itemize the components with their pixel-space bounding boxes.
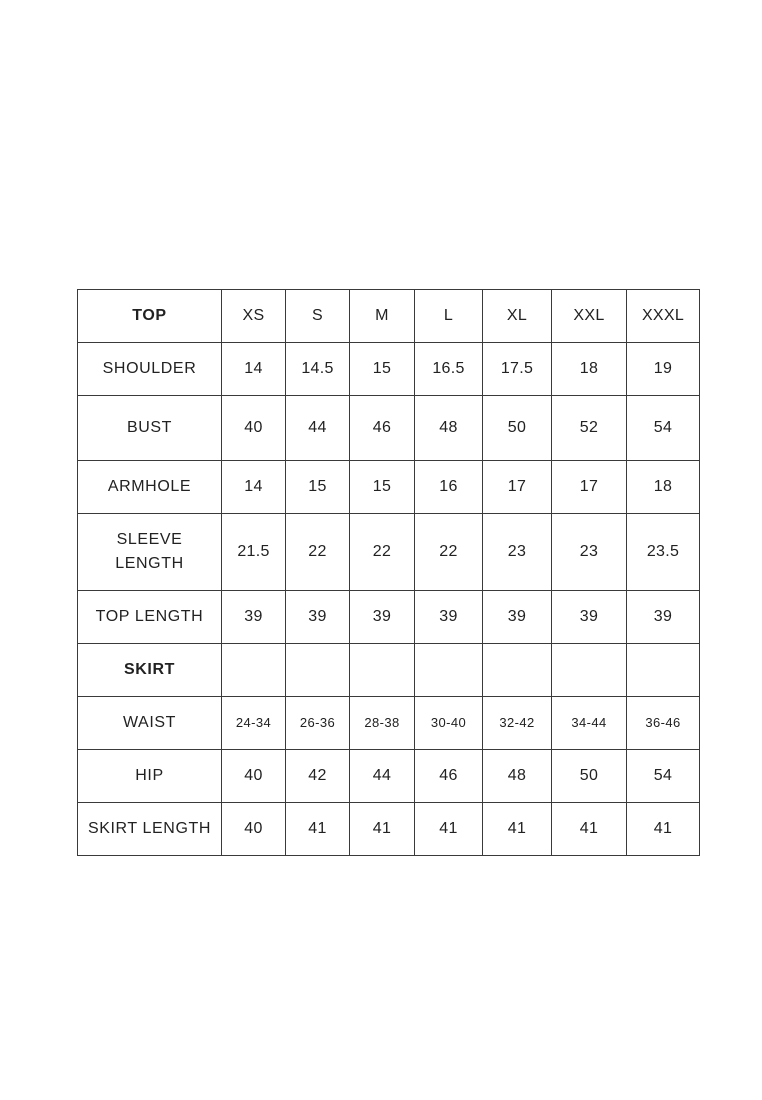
section-label-skirt: SKIRT [78,644,222,697]
table-cell: 36-46 [627,697,700,750]
empty-cell [286,644,350,697]
table-cell: 41 [415,803,483,856]
size-header-xl: XL [483,290,552,343]
table-cell: 41 [350,803,415,856]
empty-cell [222,644,286,697]
table-cell: 28-38 [350,697,415,750]
table-cell: 50 [552,750,627,803]
table-cell: 41 [627,803,700,856]
table-cell: 41 [552,803,627,856]
table-cell: 48 [483,750,552,803]
table-cell: 21.5 [222,514,286,591]
table-row-skirt-section [78,644,700,697]
size-header-xs: XS [222,290,286,343]
table-row-shoulder [78,343,700,396]
empty-cell [415,644,483,697]
table-row-armhole [78,461,700,514]
table-row-bust [78,396,700,461]
table-cell: 22 [286,514,350,591]
size-chart-table [77,289,700,856]
table-cell: 46 [350,396,415,461]
table-cell: 48 [415,396,483,461]
row-label: TOP LENGTH [78,591,222,644]
table-cell: 19 [627,343,700,396]
size-header-xxl: XXL [552,290,627,343]
table-cell: 50 [483,396,552,461]
table-cell: 34-44 [552,697,627,750]
table-cell: 18 [627,461,700,514]
row-label: BUST [78,396,222,461]
row-label: ARMHOLE [78,461,222,514]
table-cell: 15 [286,461,350,514]
table-cell: 41 [286,803,350,856]
table-cell: 44 [350,750,415,803]
table-cell: 46 [415,750,483,803]
table-row-top-length [78,591,700,644]
empty-cell [483,644,552,697]
table-cell: 39 [222,591,286,644]
section-label-top: TOP [78,290,222,343]
empty-cell [350,644,415,697]
table-cell: 17 [552,461,627,514]
table-cell: 16 [415,461,483,514]
table-cell: 40 [222,396,286,461]
table-cell: 26-36 [286,697,350,750]
empty-cell [552,644,627,697]
table-cell: 52 [552,396,627,461]
table-cell: 40 [222,803,286,856]
row-label: HIP [78,750,222,803]
table-cell: 17 [483,461,552,514]
empty-cell [627,644,700,697]
row-label-line-2: LENGTH [115,555,184,572]
table-row-hip [78,750,700,803]
row-label [78,514,222,591]
table-cell: 16.5 [415,343,483,396]
table-cell: 54 [627,750,700,803]
table-cell: 39 [286,591,350,644]
table-cell: 39 [483,591,552,644]
table-cell: 40 [222,750,286,803]
row-label: SKIRT LENGTH [78,803,222,856]
table-cell: 30-40 [415,697,483,750]
table-cell: 23 [552,514,627,591]
table-cell: 14.5 [286,343,350,396]
table-cell: 22 [415,514,483,591]
table-cell: 32-42 [483,697,552,750]
table-cell: 39 [350,591,415,644]
header-row [78,290,700,343]
size-header-xxxl: XXXL [627,290,700,343]
row-label: SHOULDER [78,343,222,396]
table-cell: 18 [552,343,627,396]
table-cell: 39 [415,591,483,644]
table-row-skirt-length [78,803,700,856]
size-header-l: L [415,290,483,343]
size-header-s: S [286,290,350,343]
table-cell: 39 [627,591,700,644]
table-cell: 15 [350,343,415,396]
table-cell: 42 [286,750,350,803]
table-row-waist [78,697,700,750]
table-cell: 23.5 [627,514,700,591]
table-row-sleeve-length [78,514,700,591]
table-cell: 17.5 [483,343,552,396]
row-label-line-1: SLEEVE [116,531,183,548]
table-cell: 22 [350,514,415,591]
size-header-m: M [350,290,415,343]
table-cell: 23 [483,514,552,591]
table-cell: 44 [286,396,350,461]
table-cell: 54 [627,396,700,461]
table-cell: 14 [222,461,286,514]
table-cell: 24-34 [222,697,286,750]
table-cell: 41 [483,803,552,856]
row-label: WAIST [78,697,222,750]
table-cell: 14 [222,343,286,396]
table-cell: 15 [350,461,415,514]
table-cell: 39 [552,591,627,644]
